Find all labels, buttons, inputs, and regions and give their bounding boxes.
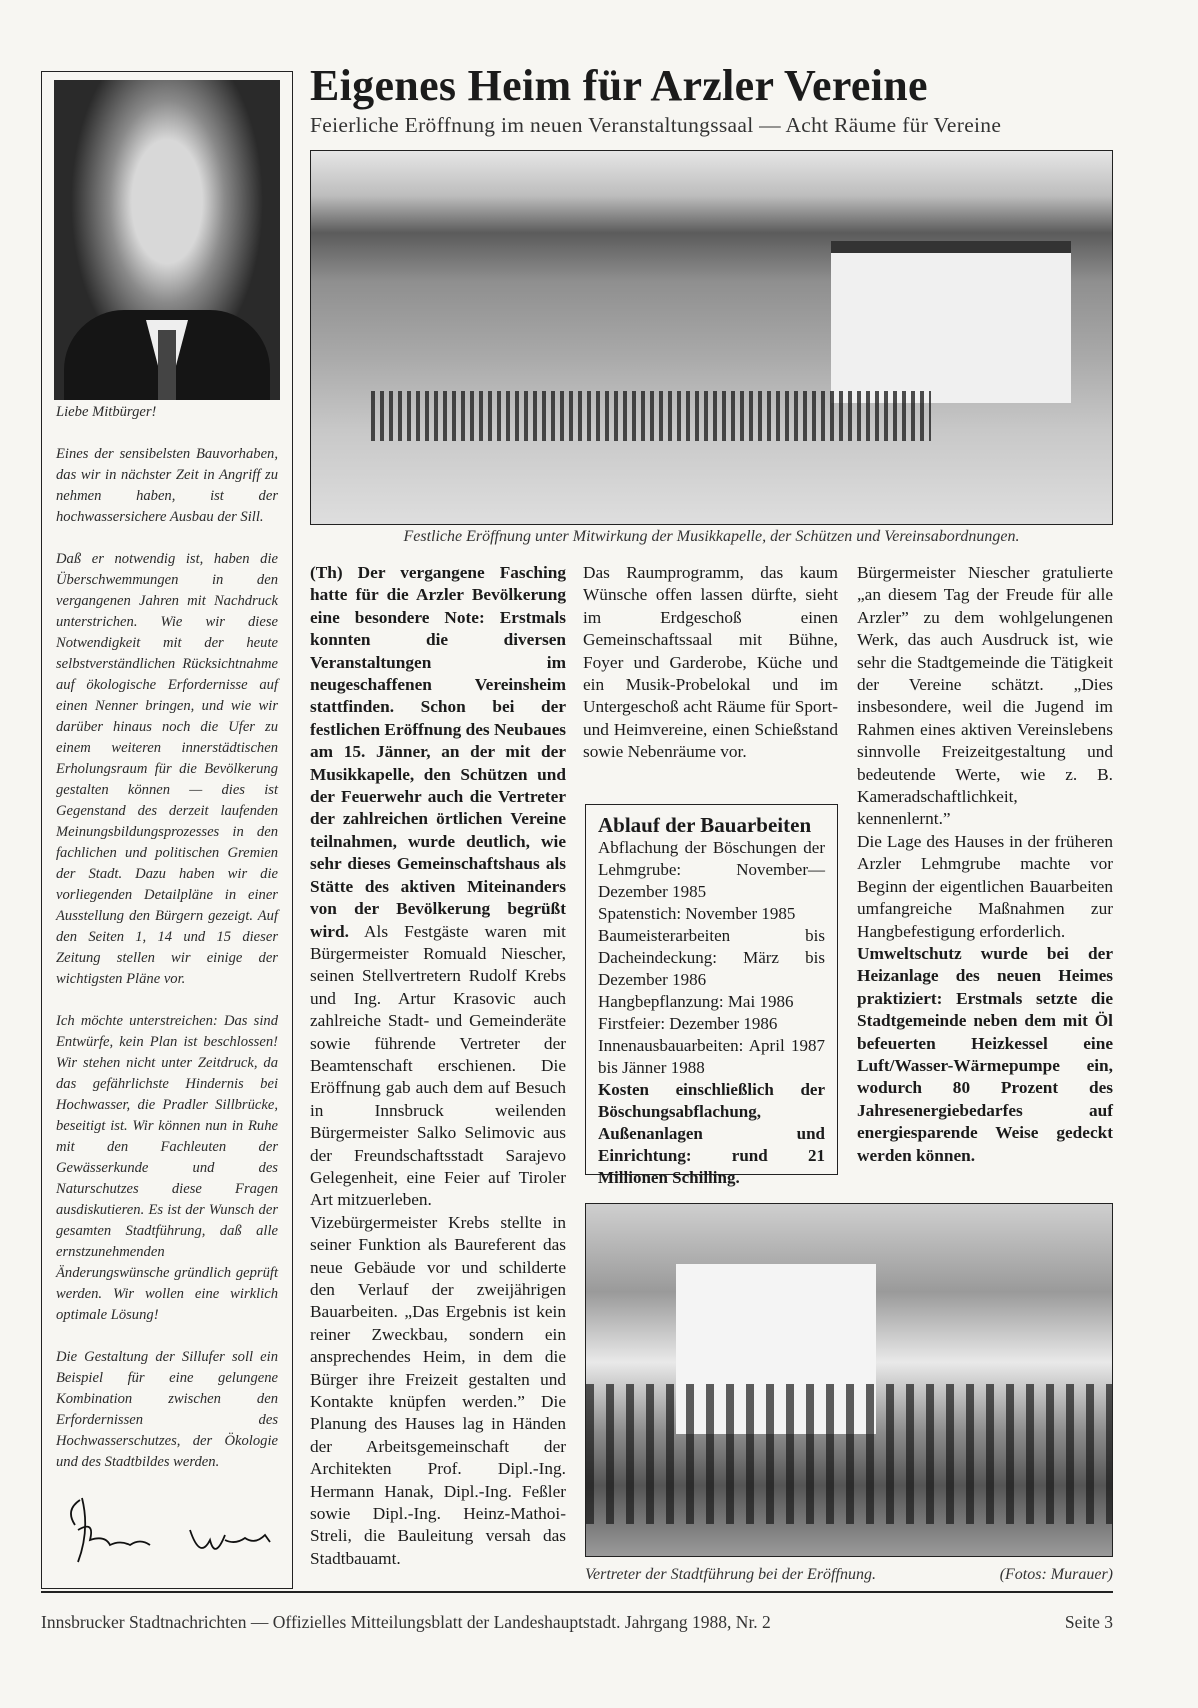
- photo-credit: (Fotos: Murauer): [999, 1566, 1113, 1583]
- timeline-item: Baumeisterarbeiten bis Dacheindeckung: März bis Dezember 1986: [598, 926, 825, 989]
- article-column-2: Das Raumprogramm, das kaum Wünsche offen lassen dürfte, sieht im Erdgeschoß einen Gemeinschaftssaal mit Bühne, Foyer und Garderobe, Küche und ein Musik-Probelokal und im Untergeschoß acht Räume für Sport- und Heimvereine, einen Schießstand sowie Nebenräume vor.: [583, 563, 838, 762]
- letter-paragraph: Daß er notwendig ist, haben die Überschwemmungen in den vergangenen Jahren mit Nachdruck unterstrichen. Wie wir diese Notwendigkeit mit der heute selbstverständlichen Rücksichtnahme auf ökologische Erfordernisse auf einen Nenner bringen, und wie wir darüber hinaus noch die Ufer zu einem weiteren innerstädtischen Erholungsraum für die Bevölkerung gestalten können — dies ist Gegenstand des derzeit laufenden Meinungsbildungsprozesses in den fachlichen und politischen Gremien der Stadt. Dazu haben wir die vorliegenden Detailpläne in einer Ausstellung den Bürgern gezeigt. Auf den Seiten 1, 14 und 15 dieser Zeitung stellen wir einige der wichtigsten Pläne vor.: [56, 551, 278, 987]
- publication-info: Innsbrucker Stadtnachrichten — Offizielles Mitteilungsblatt der Landeshauptstadt. Jahrgang 1988, Nr. 2: [41, 1612, 771, 1632]
- timeline-item: Firstfeier: Dezember 1986: [598, 1014, 778, 1033]
- photo-caption: Festliche Eröffnung unter Mitwirkung der Musikkapelle, der Schützen und Vereinsabordnungen.: [403, 528, 1020, 545]
- article-text: Die Lage des Hauses in der früheren Arzler Lehmgrube machte vor Beginn der eigentlichen Bauarbeiten umfangreiche Maßnahmen zur Hangbefestigung erforderlich.: [857, 831, 1113, 941]
- mayor-portrait-photo: [54, 80, 280, 400]
- timeline-item: Spatenstich: November 1985: [598, 904, 796, 923]
- box-title: Ablauf der Bauarbeiten: [598, 813, 812, 837]
- city-leaders-photo: [585, 1203, 1113, 1557]
- mayor-letter: [56, 402, 278, 1494]
- letter-greeting: Liebe Mitbürger!: [56, 404, 157, 420]
- article-lead: (Th) Der vergangene Fasching hatte für die Arzler Bevölkerung eine besondere Note: Erstmals konnten die diversen Veranstaltungen im neugeschaffenen Vereinsheim stattfinden. Schon bei der festlichen Eröffnung des Neubaues am 15. Jänner, an der mit der Musikkapelle, den Schützen und der Feuerwehr auch die Vertreter der zahlreichen örtlichen Vereine teilnahmen, wurde deutlich, wie sehr dieses Gemeinschaftshaus als Stätte des aktiven Miteinanders von der Bevölkerung begrüßt wird.: [310, 563, 566, 941]
- construction-timeline-box: [585, 804, 838, 1187]
- article-text: Als Festgäste waren mit Bürgermeister Romuald Niescher, seinen Stellvertretern Rudolf Krebs und Ing. Artur Krasovic auch zahlreiche Stadt- und Gemeinderäte sowie führende Vertreter der Beamtenschaft erschienen. Die Eröffnung gab auch dem auf Besuch in Innsbruck weilenden Bürgermeister Salko Selimovic aus der Freundschaftsstadt Sarajevo Gelegenheit, eine Feier auf Tiroler Art mitzuerleben.: [310, 921, 566, 1210]
- photo-caption: Vertreter der Stadtführung bei der Eröffnung.: [585, 1566, 876, 1583]
- letter-paragraph: Ich möchte unterstreichen: Das sind Entwürfe, kein Plan ist beschlossen! Wir stehen nicht unter Zeitdruck, da das gefährlichste Hindernis bei Hochwasser, die Pradler Sillbrücke, beseitigt ist. Wir können nun in Ruhe mit den Fachleuten der Gewässerkunde und des Naturschutzes diese Fragen ausdiskutieren. Es ist der Wunsch der gesamten Stadtführung, daß alle ernstzunehmenden Änderungswünsche gründlich geprüft werden. Wir wollen eine wirklich optimale Lösung!: [56, 1013, 278, 1323]
- timeline-item: Hangbepflanzung: Mai 1986: [598, 992, 794, 1011]
- letter-paragraph: Die Gestaltung der Sillufer soll ein Beispiel für eine gelungene Kombination zwischen den Erfordernissen des Hochwasserschutzes, der Ökologie und des Stadtbildes werden.: [56, 1349, 278, 1470]
- opening-ceremony-photo: [310, 150, 1113, 525]
- footer-divider: [41, 1591, 1113, 1593]
- article-column-3: [857, 562, 1113, 1167]
- subtitle: Feierliche Eröffnung im neuen Veranstaltungssaal — Acht Räume für Vereine: [310, 113, 1002, 137]
- letter-paragraph: Eines der sensibelsten Bauvorhaben, das wir in nächster Zeit in Angriff zu nehmen haben, ist der hochwassersichere Ausbau der Sill.: [56, 446, 278, 525]
- page-number: Seite 3: [1064, 1612, 1113, 1632]
- timeline-item: Innenausbauarbeiten: April 1987 bis Jänner 1988: [598, 1036, 825, 1077]
- timeline-item: Abflachung der Böschungen der Lehmgrube: November—Dezember 1985: [598, 838, 825, 901]
- page-footer: [41, 1612, 1113, 1633]
- article-column-1: [310, 562, 566, 1570]
- article-text: Vizebürgermeister Krebs stellte in seiner Funktion als Baureferent das neue Gebäude vor und schilderte den Verlauf der zweijährigen Bauarbeiten. „Das Ergebnis ist kein reiner Zweckbau, sondern ein ansprechendes Heim, in dem die Bürger ihre Freizeit gestalten und Kontakte knüpfen werden.” Die Planung des Hauses lag in Händen der Arbeitsgemeinschaft der Architekten Prof. Dipl.-Ing. Hermann Hanak, Dipl.-Ing. Feßler sowie Dipl.-Ing. Heinz-Mathoi-Streli, die Bauleitung versah das Stadtbauamt.: [310, 1212, 566, 1568]
- article-highlight: Umweltschutz wurde bei der Heizanlage des neuen Heimes praktiziert: Erstmals setzte die Stadtgemeinde neben dem mit Öl befeuerten Heizkessel eine Luft/Wasser-Wärmepumpe ein, wodurch 80 Prozent des Jahresenergiebedarfes auf energiesparende Weise gedeckt werden können.: [857, 943, 1113, 1165]
- photo-caption-2: [585, 1566, 1113, 1584]
- mayor-signature: [60, 1490, 280, 1570]
- headline: Eigenes Heim für Arzler Vereine: [310, 61, 928, 110]
- cost-summary: Kosten einschließlich der Böschungsabflachung, Außenanlagen und Einrichtung: rund 21 Millionen Schilling.: [598, 1080, 825, 1187]
- article-text: Bürgermeister Niescher gratulierte „an diesem Tag der Freude für alle Arzler” zu dem wohlgelungenen Werk, das auch Ausdruck ist, wie sehr die Stadtgemeinde die Tätigkeit der Vereine schätzt. „Dies insbesondere, weil die Jugend im Rahmen eines aktiven Vereinslebens sinnvolle Freizeitgestaltung und bedeutende Werte, wie z. B. Kameradschaftlichkeit, kennenlernt.”: [857, 563, 1113, 829]
